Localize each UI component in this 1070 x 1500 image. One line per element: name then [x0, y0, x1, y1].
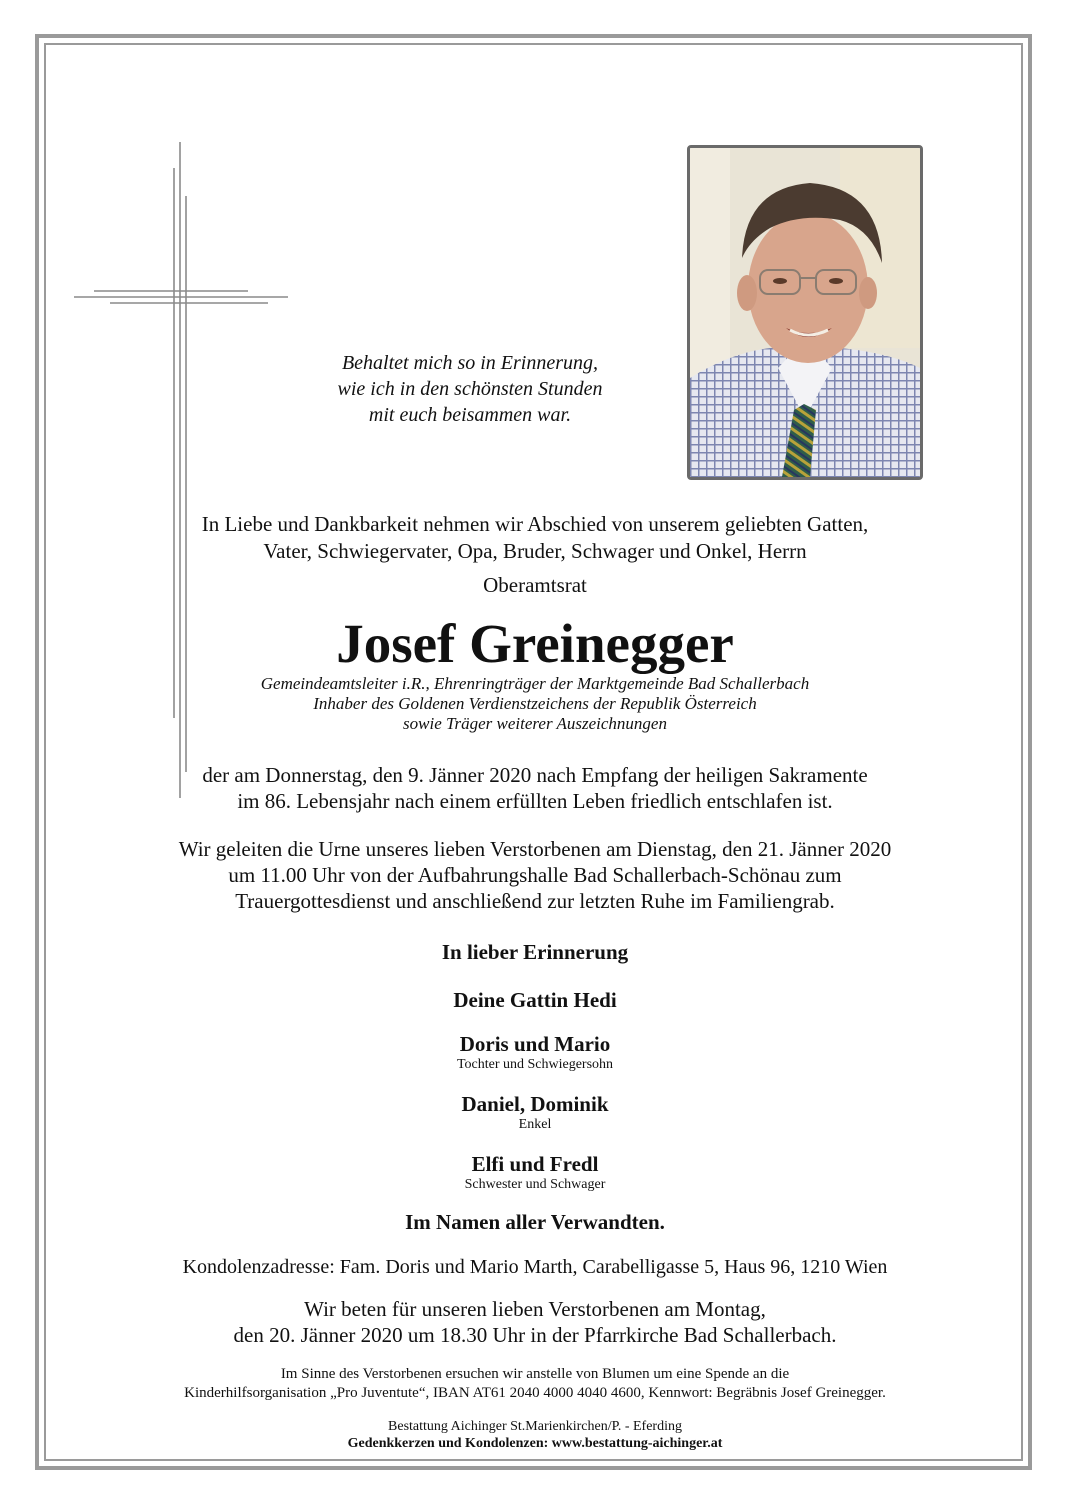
mourner-names: Daniel, Dominik: [461, 1092, 609, 1116]
mourner-group: [0, 1032, 1070, 1073]
mourners-heading: In lieber Erinnerung: [441, 940, 629, 964]
deceased-name: Josef Greinegger: [336, 613, 734, 674]
honor-line: Inhaber des Goldenen Verdienstzeichens der Republik Österreich: [313, 694, 757, 713]
honor-line: sowie Träger weiterer Auszeichnungen: [403, 714, 667, 733]
death-line: der am Donnerstag, den 9. Jänner 2020 nach Empfang der heiligen Sakramente: [202, 763, 868, 787]
intro-text: [0, 511, 1070, 565]
mourner-group: [0, 1152, 1070, 1193]
death-line: im 86. Lebensjahr nach einem erfüllten Leben friedlich entschlafen ist.: [237, 789, 833, 813]
honors-list: [0, 674, 1070, 734]
deceased-title: Oberamtsrat: [483, 573, 587, 597]
death-notice: [0, 762, 1070, 814]
undertaker-web: Gedenkkerzen und Kondolenzen: www.bestattung-aichinger.at: [347, 1436, 723, 1451]
mourner-relation: Enkel: [518, 1117, 552, 1132]
memorial-quote: [300, 350, 640, 428]
mourner-names: Elfi und Fredl: [471, 1152, 599, 1176]
mass-line: Wir beten für unseren lieben Verstorbenen am Montag,: [304, 1297, 766, 1321]
funeral-line: um 11.00 Uhr von der Aufbahrungshalle Bad Schallerbach-Schönau zum: [228, 863, 842, 887]
donation-line: Kinderhilfsorganisation „Pro Juventute“, IBAN AT61 2040 4000 4040 4600, Kennwort: Begräbnis Josef Greinegger.: [184, 1385, 886, 1401]
mourner-group: [0, 1092, 1070, 1133]
mourner-relation: Tochter und Schwiegersohn: [456, 1057, 614, 1072]
quote-line: mit euch beisammen war.: [368, 404, 572, 426]
memorial-mass: [0, 1296, 1070, 1348]
mourner-relation: Schwester und Schwager: [464, 1177, 606, 1192]
mourner-names: Doris und Mario: [459, 1032, 611, 1056]
spouse-name: Deine Gattin Hedi: [453, 988, 617, 1012]
portrait-photo: [687, 145, 923, 480]
undertaker-name: Bestattung Aichinger St.Marienkirchen/P. - Eferding: [388, 1419, 682, 1434]
undertaker-info: [0, 1418, 1070, 1452]
mass-line: den 20. Jänner 2020 um 18.30 Uhr in der Pfarrkirche Bad Schallerbach.: [233, 1323, 837, 1347]
intro-line: Vater, Schwiegervater, Opa, Bruder, Schwager und Onkel, Herrn: [263, 539, 807, 563]
intro-line: In Liebe und Dankbarkeit nehmen wir Abschied von unserem geliebten Gatten,: [201, 512, 869, 536]
donation-request: [0, 1365, 1070, 1403]
honor-line: Gemeindeamtsleiter i.R., Ehrenringträger der Marktgemeinde Bad Schallerbach: [260, 674, 810, 693]
donation-line: Im Sinne des Verstorbenen ersuchen wir anstelle von Blumen um eine Spende an die: [280, 1366, 790, 1382]
funeral-line: Trauergottesdienst und anschließend zur letzten Ruhe im Familiengrab.: [235, 889, 835, 913]
funeral-notice: [0, 836, 1070, 914]
funeral-line: Wir geleiten die Urne unseres lieben Verstorbenen am Dienstag, den 21. Jänner 2020: [178, 837, 892, 861]
quote-line: wie ich in den schönsten Stunden: [337, 378, 603, 400]
condolence-address: Kondolenzadresse: Fam. Doris und Mario Marth, Carabelligasse 5, Haus 96, 1210 Wien: [182, 1256, 888, 1278]
mourners-closing: Im Namen aller Verwandten.: [405, 1210, 665, 1234]
quote-line: Behaltet mich so in Erinnerung,: [341, 352, 599, 374]
